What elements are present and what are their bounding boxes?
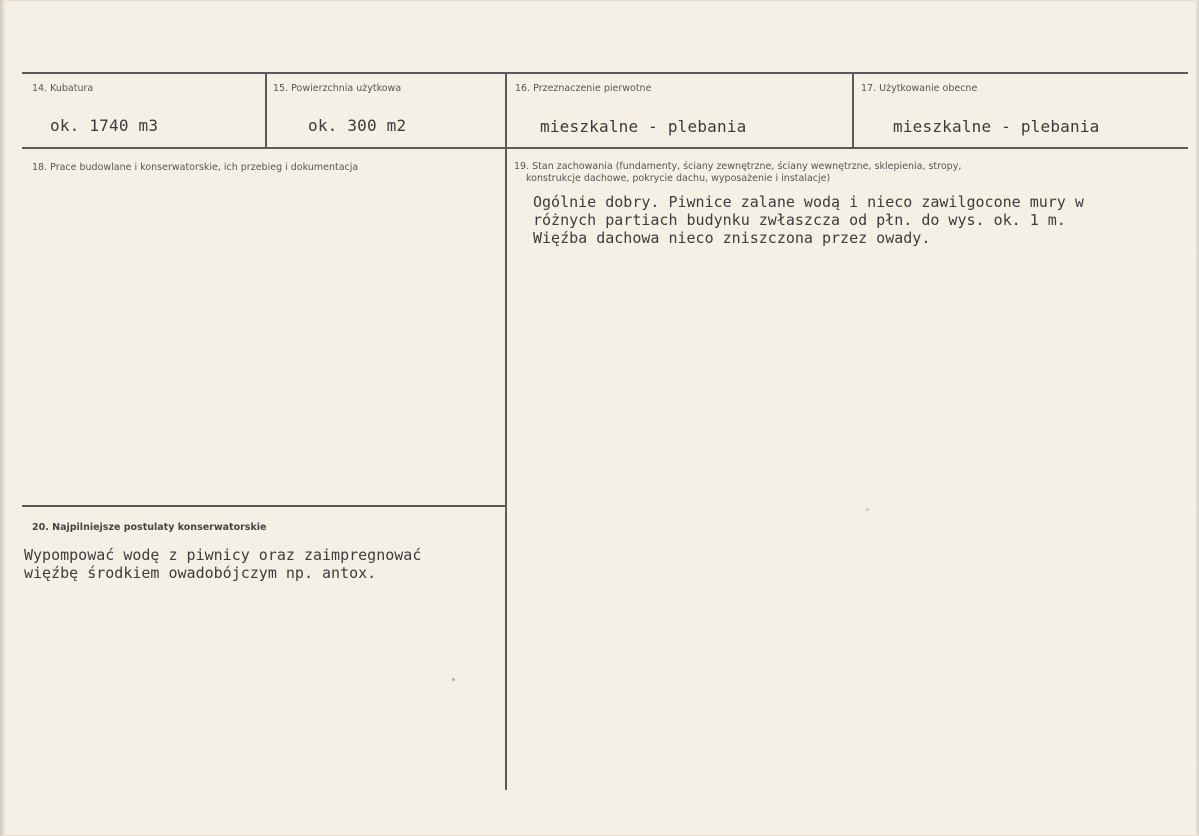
field-19-text-line: Więźba dachowa nieco zniszczona przez owady. [533, 229, 931, 247]
section-20-rule [22, 505, 506, 507]
field-16-value: mieszkalne - plebania [540, 117, 747, 136]
card-edge-right [1195, 0, 1199, 836]
field-17-label: 17. Użytkowanie obecne [861, 83, 978, 94]
row-rule [22, 147, 1188, 149]
paper-speck [452, 678, 455, 681]
field-19-text-line: Ogólnie dobry. Piwnice zalane wodą i nieco zawilgocone mury w [533, 193, 1084, 211]
field-20-text [24, 546, 421, 582]
field-19-text [533, 193, 1084, 247]
field-20-label: 20. Najpilniejsze postulaty konserwatorskie [32, 522, 267, 533]
divider-16-17 [852, 74, 854, 147]
field-15-value: ok. 300 m2 [308, 116, 407, 135]
field-14-value: ok. 1740 m3 [50, 116, 159, 135]
divider-14-15 [265, 74, 267, 147]
field-16-label: 16. Przeznaczenie pierwotne [515, 83, 652, 94]
field-19-text-line: różnych partiach budynku zwłaszcza od płn. do wys. ok. 1 m. [533, 211, 1066, 229]
field-20-text-line: więźbę środkiem owadobójczym np. antox. [24, 564, 377, 582]
field-15-label: 15. Powierzchnia użytkowa [273, 83, 402, 94]
field-18-label: 18. Prace budowlane i konserwatorskie, ich przebieg i dokumentacja [32, 162, 359, 173]
top-rule [22, 72, 1188, 74]
field-19-label-line-1: 19. Stan zachowania (fundamenty, ściany zewnętrzne, ściany wewnętrzne, sklepienia, stropy, [514, 161, 962, 172]
divider-main [505, 74, 507, 790]
field-17-value: mieszkalne - plebania [893, 117, 1100, 136]
card-edge-left [0, 0, 6, 836]
paper-speck [866, 508, 869, 511]
field-20-text-line: Wypompować wodę z piwnicy oraz zaimpregnować [24, 546, 422, 564]
field-14-label: 14. Kubatura [32, 83, 94, 94]
field-19-label-line-2: konstrukcje dachowe, pokrycie dachu, wyposażenie i instalacje) [526, 173, 831, 184]
